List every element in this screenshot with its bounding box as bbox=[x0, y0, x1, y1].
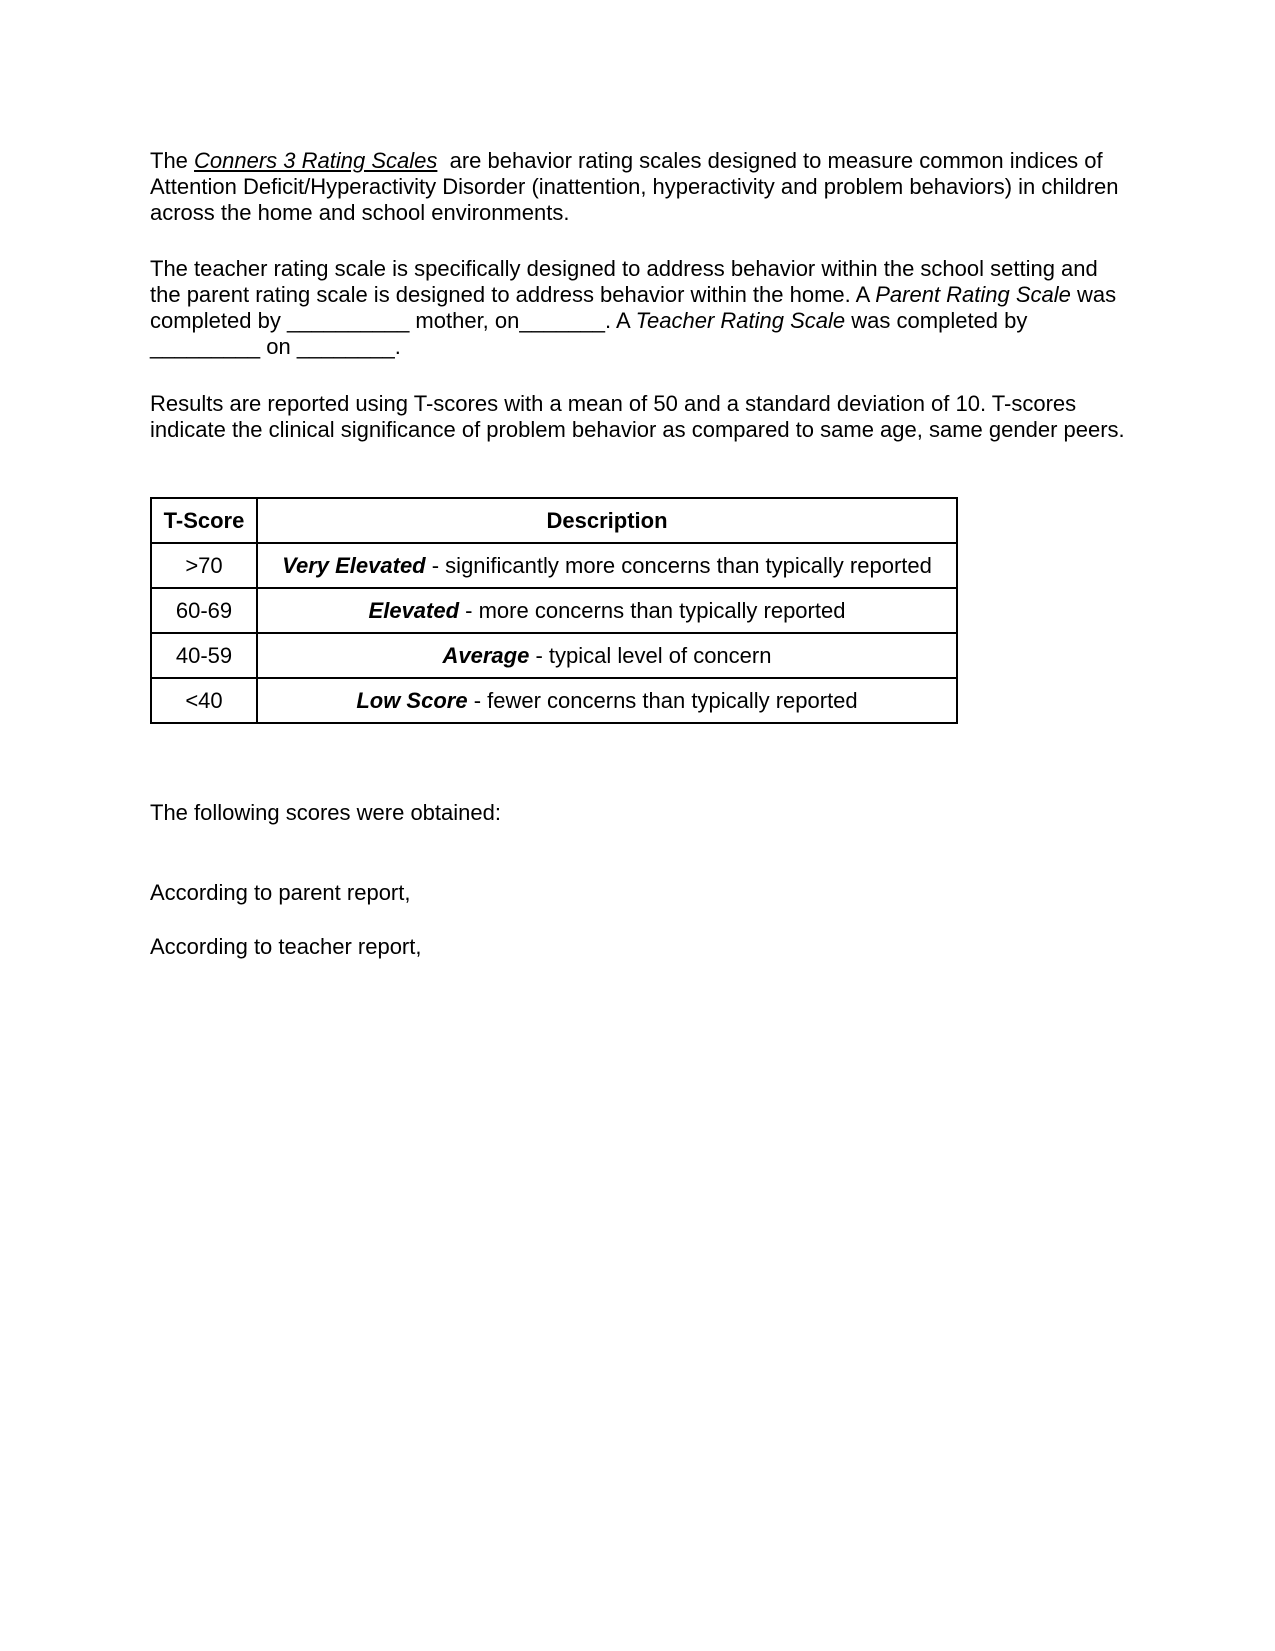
parent-scale-name: Parent Rating Scale bbox=[875, 282, 1071, 307]
tscore-table bbox=[150, 497, 958, 724]
tscore-cell: 60-69 bbox=[151, 588, 257, 633]
scale-name: Conners 3 Rating Scales bbox=[194, 148, 438, 173]
level-label: Low Score bbox=[356, 687, 468, 713]
level-label: Average bbox=[442, 642, 530, 668]
description-cell bbox=[257, 543, 957, 588]
teacher-scale-name: Teacher Rating Scale bbox=[635, 308, 846, 333]
tscore-cell: <40 bbox=[151, 678, 257, 723]
intro-prefix: The bbox=[150, 148, 195, 173]
table-header-row bbox=[151, 498, 957, 543]
intro-rest: are behavior rating scales designed to measure common indices of Attention Deficit/Hyperactivity Disorder (inattention, hyperactivity and problem behaviors) in children across the home and school environments. bbox=[150, 148, 1125, 225]
header-tscore: T-Score bbox=[151, 498, 257, 543]
table-row bbox=[151, 543, 957, 588]
raters-paragraph bbox=[150, 256, 1130, 360]
table-row bbox=[151, 633, 957, 678]
level-desc: - fewer concerns than typically reported bbox=[467, 687, 858, 713]
table-row bbox=[151, 678, 957, 723]
raters-part1: The teacher rating scale is specifically designed to address behavior within the school setting and the parent rating scale is designed to address behavior within the home. A bbox=[150, 256, 1098, 307]
description-cell bbox=[257, 633, 957, 678]
level-desc: - typical level of concern bbox=[529, 642, 772, 668]
scores-obtained-line: The following scores were obtained: bbox=[150, 800, 501, 825]
level-label: Very Elevated bbox=[282, 552, 426, 578]
raters-part2: was completed by __________ mother, on_______. A bbox=[150, 282, 1117, 333]
level-desc: - more concerns than typically reported bbox=[459, 597, 846, 623]
raters-part3: was completed by _________ on ________. bbox=[150, 308, 1028, 359]
level-desc: - significantly more concerns than typically reported bbox=[425, 552, 932, 578]
intro-paragraph bbox=[150, 148, 1130, 226]
parent-report-line: According to parent report, bbox=[150, 880, 411, 905]
table-row bbox=[151, 588, 957, 633]
description-cell bbox=[257, 588, 957, 633]
results-paragraph: Results are reported using T-scores with a mean of 50 and a standard deviation of 10. T-scores indicate the clinical significance of problem behavior as compared to same age, same gender peers. bbox=[150, 391, 1125, 442]
tscore-cell: >70 bbox=[151, 543, 257, 588]
header-description: Description bbox=[257, 498, 957, 543]
teacher-report-line: According to teacher report, bbox=[150, 934, 422, 959]
description-cell bbox=[257, 678, 957, 723]
tscore-cell: 40-59 bbox=[151, 633, 257, 678]
level-label: Elevated bbox=[368, 597, 460, 623]
